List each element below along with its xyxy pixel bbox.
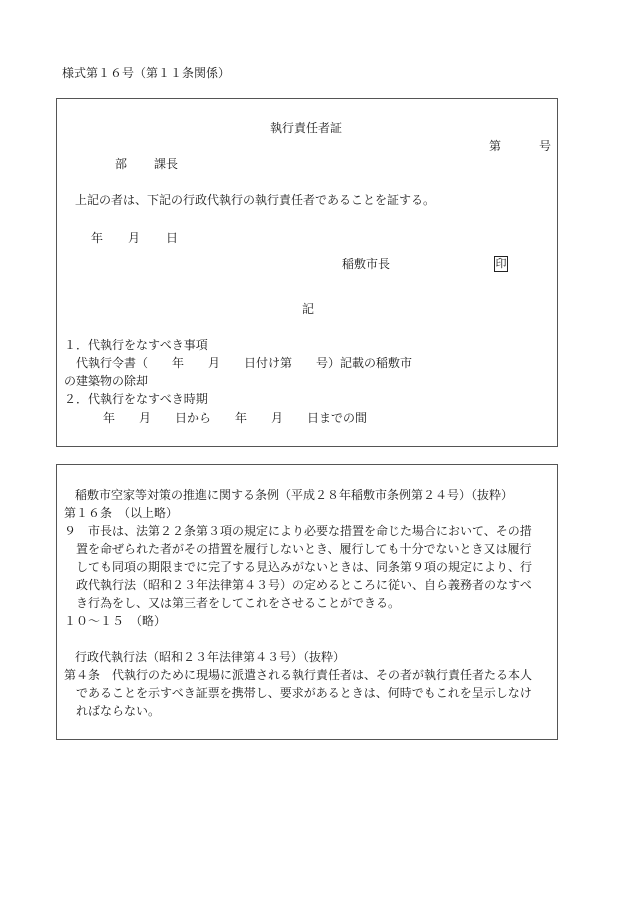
department-label: 部 bbox=[115, 157, 128, 171]
date-year: 年 bbox=[91, 231, 104, 245]
item1-line1: 代執行令書（ 年 月 日付け第 号）記載の稲敷市 bbox=[76, 356, 413, 370]
certificate-number-dai: 第 bbox=[489, 139, 502, 153]
para10-15-line: １０～１５ （略） bbox=[64, 614, 167, 628]
para9-line: 置を命ぜられた者がその措置を履行しないとき、履行しても十分でないとき又は履行 bbox=[76, 542, 532, 556]
article4-line: であることを示すべき証票を携帯し、要求があるときは、何時でもこれを呈示しなけ bbox=[76, 686, 532, 700]
item2-line1: 年 月 日から 年 月 日までの間 bbox=[103, 411, 368, 425]
para9-line: 政代執行法（昭和２３年法律第４３号）の定めるところに従い、自ら義務者のなすべ bbox=[76, 578, 532, 592]
date-day: 日 bbox=[166, 231, 179, 245]
item1-heading: １．代執行をなすべき事項 bbox=[64, 338, 208, 352]
section-chief-label: 課長 bbox=[154, 157, 179, 171]
item2-heading: ２．代執行をなすべき時期 bbox=[64, 392, 208, 406]
item1-line2: の建築物の除却 bbox=[64, 374, 149, 388]
act-title: 行政代執行法（昭和２３年法律第４３号）（抜粋） bbox=[75, 650, 346, 664]
certificate-number-go: 号 bbox=[539, 139, 552, 153]
para9-line: しても同項の期限までに完了する見込みがないときは、同条第９項の規定により、行 bbox=[76, 560, 533, 574]
para9-line: き行為をし、又は第三者をしてこれをさせることができる。 bbox=[76, 596, 401, 610]
certificate-title: 執行責任者証 bbox=[270, 121, 343, 135]
issuer-name: 稲敷市長 bbox=[342, 257, 391, 271]
certification-statement: 上記の者は、下記の行政代執行の執行責任者であることを証する。 bbox=[75, 193, 436, 207]
ordinance-title: 稲敷市空家等対策の推進に関する条例（平成２８年稲敷市条例第２４号）（抜粋） bbox=[75, 488, 514, 502]
article4-line: 第４条 代執行のために現場に派遣される執行責任者は、その者が執行責任者たる本人 bbox=[64, 668, 533, 682]
seal-mark: 印 bbox=[495, 257, 507, 270]
date-month: 月 bbox=[128, 231, 141, 245]
form-number: 様式第１６号（第１１条関係） bbox=[62, 66, 231, 80]
ki-heading: 記 bbox=[302, 302, 315, 316]
article16-line: 第１６条 （以上略） bbox=[64, 506, 179, 520]
article4-line: ればならない。 bbox=[76, 704, 161, 718]
para9-line: ９ 市長は、法第２２条第３項の規定により必要な措置を命じた場合において、その措 bbox=[64, 524, 532, 538]
